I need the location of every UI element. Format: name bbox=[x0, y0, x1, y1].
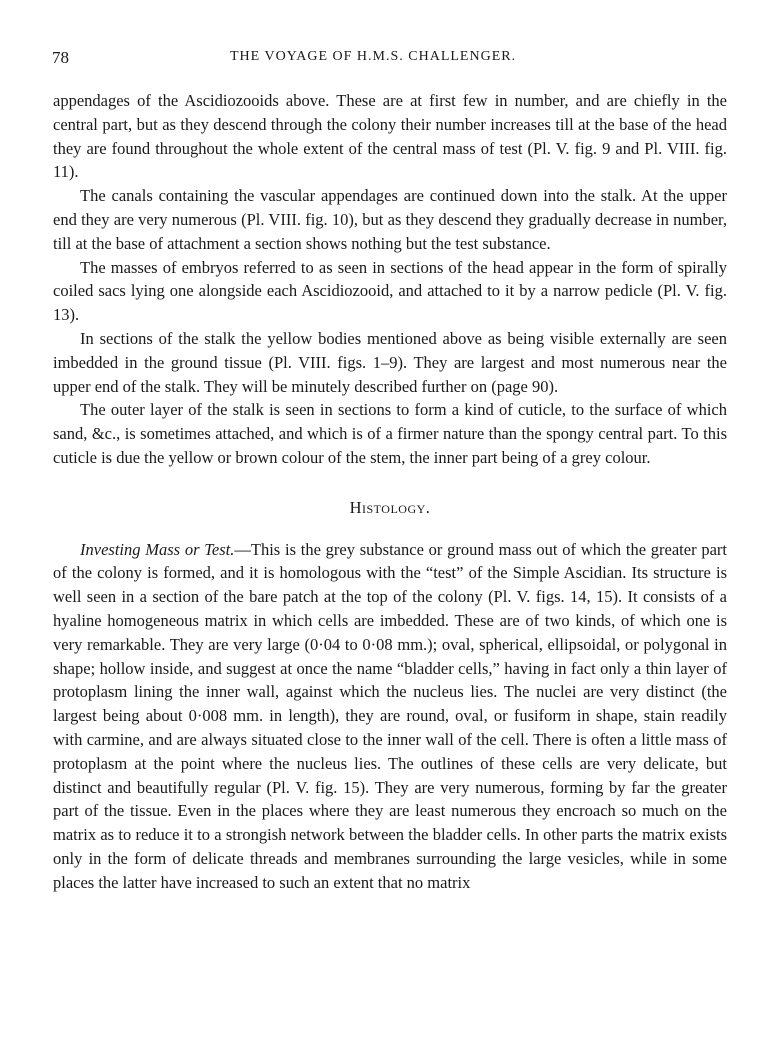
paragraph-4: In sections of the stalk the yellow bodies mentioned above as being visible externally are seen imbedded in the ground tissue (Pl. VIII. figs. 1–9). They are largest and most numerous near the upper end of the stalk. They will be minutely described further on (page 90). bbox=[53, 328, 727, 396]
body-text bbox=[53, 89, 727, 895]
paragraph-5: The outer layer of the stalk is seen in sections to form a kind of cuticle, to the surface of which sand, &c., is sometimes attached, and which is of a firmer nature than the spongy central part. To this cuticle is due the yellow or brown colour of the stem, the inner part being of a grey colour. bbox=[53, 400, 727, 467]
section-heading-histology: Histology. bbox=[349, 497, 431, 517]
run-in-title: Investing Mass or Test. bbox=[80, 539, 235, 559]
page-number: 78 bbox=[52, 48, 69, 67]
running-head: THE VOYAGE OF H.M.S. CHALLENGER. bbox=[230, 49, 517, 64]
page-header bbox=[52, 48, 728, 68]
paragraph-3: The masses of embryos referred to as seen in sections of the head appear in the form of spirally coiled sacs lying one alongside each Ascidiozooid, and attached to it by a narrow pedicle (Pl. V. fig. 13). bbox=[53, 257, 727, 325]
run-in-text: —This is the grey substance or ground mass out of which the greater part of the colony is formed, and it is homologous with the “test” of the Simple Ascidian. Its structure is well seen in a section of the bare patch at the top of the colony (Pl. V. figs. 14, 15). It consists of a hyaline homogeneous matrix in which cells are imbedded. These are of two kinds, of which one is very remarkable. They are very large (0·04 to 0·08 mm.); oval, spherical, ellipsoidal, or polygonal in shape; hollow inside, and suggest at once the name “bladder cells,” having in fact only a thin layer of protoplasm lining the inner wall, against which the nucleus lies. The nuclei are very distinct (the largest being about 0·008 mm. in length), they are round, oval, or fusiform in shape, stain readily with carmine, and are always situated close to the inner wall of the cell. There is often a little mass of protoplasm at the point where the nucleus lies. The outlines of these cells are very delicate, but distinct and beautifully regular (Pl. V. fig. 15). They are very numerous, forming by far the greater part of the tissue. Even in the places where they are least numerous they encroach so much on the matrix as to reduce it to a strongish network between the bladder cells. In other parts the matrix exists only in the form of delicate threads and membranes surrounding the large vesicles, while in some places the latter have increased to such an extent that no matrix bbox=[53, 539, 727, 892]
paragraph-investing-mass bbox=[53, 538, 727, 895]
paragraph-2: The canals containing the vascular appendages are continued down into the stalk. At the upper end they are very numerous (Pl. VIII. fig. 10), but as they descend they gradually decrease in number, till at the base of attachment a section shows nothing but the test substance. bbox=[53, 186, 727, 253]
paragraph-1: appendages of the Ascidiozooids above. These are at first few in number, and are chiefly in the central part, but as they descend through the colony their number increases till at the base of the head they are found throughout the whole extent of the central mass of test (Pl. V. fig. 9 and Pl. VIII. fig. 11). bbox=[53, 91, 727, 182]
